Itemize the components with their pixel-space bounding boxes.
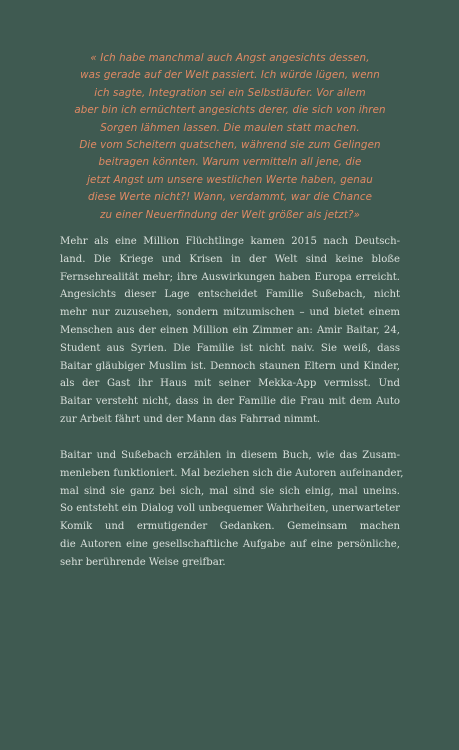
paragraph-line: Baitar gläubiger Muslim ist. Dennoch staunen Eltern und Kinder,: [60, 360, 400, 372]
paragraph-line: Fernsehrealität mehr; ihre Auswirkungen haben Europa erreicht.: [60, 271, 400, 283]
paragraph-line: Angesichts dieser Lage entscheidet Familie Sußebach, nicht: [60, 289, 400, 301]
quote-line: diese Werte nicht?! Wann, verdammt, war die Chance: [87, 191, 373, 204]
quote-line: jetzt Angst um unsere westlichen Werte haben, genau: [87, 173, 373, 186]
description-paragraph-2: [60, 447, 404, 572]
quote-line: ich sagte, Integration sei ein Selbstläufer. Vor allem: [94, 86, 366, 99]
paragraph-line: land. Die Kriege und Krisen in der Welt sind keine bloße: [60, 253, 400, 265]
quote-line: « Ich habe manchmal auch Angst angesichts dessen,: [90, 52, 370, 64]
paragraph-line: als der Gast ihr Haus mit seiner Mekka-App vermisst. Und: [60, 378, 400, 390]
quote-line: zu einer Neuerfindung der Welt größer als jetzt?»: [100, 208, 360, 221]
paragraph-line: Baitar versteht nicht, dass in der Familie die Frau mit dem Auto: [60, 396, 400, 408]
paragraph-line: Menschen aus der einen Million ein Zimmer an: Amir Baitar, 24,: [60, 324, 400, 336]
quote-line: was gerade auf der Welt passiert. Ich würde lügen, wenn: [80, 69, 380, 82]
paragraph-line: So entsteht ein Dialog voll unbequemer Wahrheiten, unerwarteter: [60, 503, 400, 515]
quote-line: Sorgen lähmen lassen. Die maulen statt machen.: [100, 121, 360, 134]
quote-line: aber bin ich ernüchtert angesichts derer, die sich von ihren: [74, 104, 386, 117]
quote-line: Die vom Scheitern quatschen, während sie zum Gelingen: [79, 139, 381, 152]
paragraph-line: die Autoren eine gesellschaftliche Aufgabe auf eine persönliche,: [60, 538, 400, 550]
paragraph-line: Mehr als eine Million Flüchtlinge kamen 2015 nach Deutsch-: [60, 236, 400, 247]
description-paragraph-1: [60, 233, 400, 429]
paragraph-line: menleben funktioniert. Mal beziehen sich die Autoren aufeinander,: [60, 467, 404, 479]
paragraph-line: Baitar und Sußebach erzählen in diesem Buch, wie das Zusam-: [60, 450, 400, 461]
paragraph-line: sehr berührende Weise greifbar.: [60, 556, 226, 568]
pull-quote: [48, 50, 412, 224]
paragraph-line: mal sind sie ganz bei sich, mal sind sie sich einig, mal uneins.: [60, 485, 400, 497]
paragraph-line: Komik und ermutigender Gedanken. Gemeinsam machen: [60, 521, 400, 533]
paragraph-line: Student aus Syrien. Die Familie ist nicht naiv. Sie weiß, dass: [60, 342, 400, 354]
quote-line: beitragen könnten. Warum vermitteln all jene, die: [98, 156, 362, 169]
paragraph-line: mehr nur zuzusehen, sondern mitzumischen – und bietet einem: [60, 307, 400, 319]
paragraph-line: zur Arbeit fährt und der Mann das Fahrrad nimmt.: [60, 413, 321, 425]
